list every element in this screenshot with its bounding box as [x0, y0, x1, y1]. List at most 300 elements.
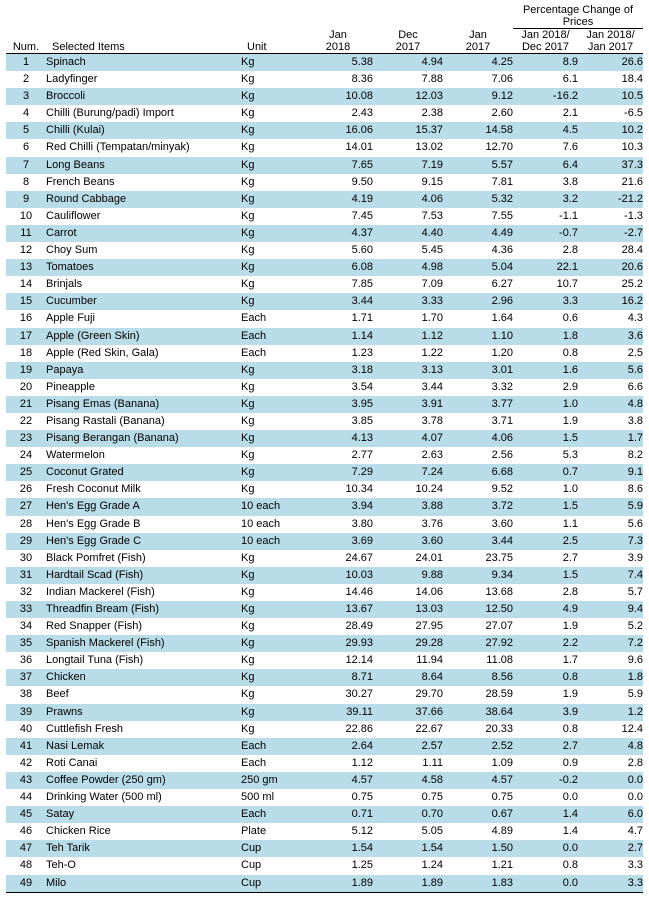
cell-price-jan-2018: 7.85	[351, 278, 373, 291]
cell-price-jan-2018: 8.36	[351, 73, 373, 86]
cell-price-jan-2018: 2.64	[303, 738, 373, 755]
cell-unit: 250 gm	[241, 772, 303, 789]
cell-unit: Kg	[241, 449, 255, 462]
cell-item: Tomatoes	[46, 259, 241, 276]
cell-change-jan18-dec17: -0.7	[513, 225, 578, 242]
cell-price-dec-2017: 2.57	[373, 738, 443, 755]
cell-change-jan18-jan17: 4.7	[627, 825, 644, 838]
table-row	[6, 567, 643, 584]
table-row	[6, 481, 643, 498]
cell-num: 27	[6, 498, 46, 515]
cell-price-jan-2018: 24.67	[345, 551, 373, 564]
cell-price-dec-2017: 4.98	[373, 259, 443, 276]
cell-unit: Each	[241, 346, 267, 359]
cell-change-jan18-dec17: 3.8	[562, 175, 578, 188]
cell-price-dec-2017: 3.91	[373, 396, 443, 413]
table-row	[6, 259, 643, 276]
cell-change-jan18-dec17: 3.3	[513, 293, 578, 310]
cell-price-dec-2017: 3.44	[421, 380, 443, 393]
cell-price-dec-2017: 1.11	[422, 756, 443, 769]
cell-price-jan-2017: 1.20	[491, 346, 513, 359]
cell-num: 18	[19, 346, 33, 359]
spacer-p3	[443, 4, 513, 29]
cell-price-jan-2017: 3.71	[491, 414, 513, 427]
table-row	[6, 396, 643, 413]
header-price-jan-2018-line1: Jan	[329, 29, 347, 41]
cell-change-jan18-jan17: -2.7	[578, 225, 643, 242]
cell-price-jan-2018: 39.11	[303, 704, 373, 721]
cell-change-jan18-dec17: 2.7	[562, 551, 578, 564]
cell-num: 2	[22, 73, 30, 86]
cell-price-dec-2017: 7.19	[373, 157, 443, 174]
cell-unit: Each	[241, 806, 303, 823]
spacer-unit	[241, 4, 303, 29]
cell-change-jan18-jan17: 5.9	[578, 498, 643, 515]
header-change-jan18-jan17-line2: Jan 2017	[587, 41, 634, 53]
cell-item: Hen's Egg Grade A	[46, 498, 241, 515]
cell-unit: Kg	[241, 688, 255, 701]
cell-num: 7	[6, 157, 46, 174]
cell-change-jan18-jan17: 6.0	[578, 806, 643, 823]
table-row	[6, 823, 643, 840]
header-unit: Unit	[241, 29, 303, 54]
cell-price-jan-2017: 3.77	[443, 396, 513, 413]
cell-unit: Kg	[241, 191, 303, 208]
cell-item: Papaya	[46, 362, 241, 379]
cell-price-jan-2017: 3.44	[443, 533, 513, 550]
cell-change-jan18-jan17: 3.8	[627, 414, 644, 427]
cell-unit: Kg	[241, 551, 255, 564]
cell-num: 41	[6, 738, 46, 755]
cell-change-jan18-jan17: 9.1	[578, 464, 643, 481]
cell-item: Red Snapper (Fish)	[46, 620, 142, 633]
cell-item: Cuttlefish Fresh	[46, 722, 124, 735]
header-selected-items: Selected Items	[46, 29, 241, 54]
table-row	[6, 362, 643, 379]
header-price-jan-2017-line2: 2017	[465, 41, 491, 53]
cell-change-jan18-dec17: 4.9	[513, 601, 578, 618]
cell-price-jan-2018: 6.08	[303, 259, 373, 276]
cell-price-dec-2017: 3.88	[373, 498, 443, 515]
header-change-jan18-dec17-line2: Dec 2017	[521, 41, 570, 53]
cell-price-jan-2018: 1.54	[303, 840, 373, 857]
cell-num: 31	[6, 567, 46, 584]
cell-num: 36	[19, 654, 33, 667]
cell-unit: Each	[241, 312, 267, 325]
cell-price-jan-2017: 1.21	[491, 859, 513, 872]
cell-num: 21	[6, 396, 46, 413]
cell-unit: Each	[241, 328, 303, 345]
header-price-jan-2018	[303, 29, 373, 54]
table-row	[6, 755, 643, 772]
cell-change-jan18-dec17: 3.2	[513, 191, 578, 208]
cell-change-jan18-dec17: 6.1	[562, 73, 578, 86]
cell-change-jan18-jan17: 5.6	[578, 362, 643, 379]
cell-change-jan18-jan17: 1.8	[578, 669, 643, 686]
table-row	[6, 88, 643, 105]
cell-change-jan18-jan17: 2.5	[627, 346, 644, 359]
cell-price-jan-2017: 2.60	[491, 107, 513, 120]
cell-price-dec-2017: 3.13	[373, 362, 443, 379]
cell-price-jan-2018: 12.14	[345, 654, 373, 667]
table-row	[6, 550, 643, 567]
cell-num: 12	[19, 244, 33, 257]
cell-change-jan18-jan17: 8.6	[627, 483, 644, 496]
cell-price-jan-2018: 10.34	[345, 483, 373, 496]
cell-change-jan18-dec17: 4.5	[513, 122, 578, 139]
cell-change-jan18-jan17: 3.3	[578, 875, 643, 893]
cell-unit: Kg	[241, 483, 255, 496]
cell-unit: 10 each	[241, 533, 303, 550]
cell-num: 22	[19, 414, 33, 427]
cell-price-jan-2018: 10.03	[303, 567, 373, 584]
cell-change-jan18-jan17: 20.6	[578, 259, 643, 276]
cell-price-jan-2017: 1.64	[491, 312, 513, 325]
cell-num: 47	[6, 840, 46, 857]
cell-num: 32	[19, 585, 33, 598]
cell-change-jan18-dec17: -16.2	[513, 88, 578, 105]
cell-price-jan-2018: 3.95	[303, 396, 373, 413]
cell-price-dec-2017: 1.70	[421, 312, 443, 325]
cell-change-jan18-dec17: 1.0	[513, 396, 578, 413]
cell-price-jan-2018: 1.25	[351, 859, 373, 872]
cell-unit: Kg	[241, 430, 303, 447]
cell-change-jan18-jan17: 10.5	[578, 88, 643, 105]
cell-price-dec-2017: 4.94	[373, 54, 443, 72]
cell-item: Apple (Green Skin)	[46, 328, 241, 345]
cell-change-jan18-jan17: 26.6	[578, 54, 643, 72]
cell-change-jan18-jan17: 5.9	[627, 688, 644, 701]
cell-price-dec-2017: 7.88	[421, 73, 443, 86]
cell-price-jan-2018: 1.14	[303, 328, 373, 345]
cell-change-jan18-jan17: 16.2	[578, 293, 643, 310]
cell-change-jan18-dec17: 0.8	[562, 722, 578, 735]
cell-price-dec-2017: 29.28	[373, 635, 443, 652]
cell-num: 20	[19, 380, 33, 393]
table-row	[6, 139, 643, 156]
cell-price-dec-2017: 4.07	[373, 430, 443, 447]
cell-price-jan-2017: 9.12	[443, 88, 513, 105]
table-row	[6, 686, 643, 703]
cell-num: 13	[6, 259, 46, 276]
table-row	[6, 345, 643, 362]
cell-price-jan-2017: 27.07	[485, 620, 513, 633]
cell-unit: Kg	[241, 396, 303, 413]
cell-price-jan-2017: 5.32	[443, 191, 513, 208]
cell-price-jan-2017: 1.09	[491, 756, 513, 769]
cell-change-jan18-jan17: 5.2	[627, 620, 644, 633]
cell-price-jan-2018: 3.44	[303, 293, 373, 310]
cell-price-dec-2017: 0.70	[373, 806, 443, 823]
cell-change-jan18-dec17: 2.1	[562, 107, 578, 120]
cell-change-jan18-jan17: 18.4	[621, 73, 644, 86]
cell-item: Chicken Rice	[46, 825, 111, 838]
cell-unit: Cup	[241, 875, 303, 893]
cell-price-dec-2017: 9.15	[421, 175, 443, 188]
cell-change-jan18-dec17: 22.1	[513, 259, 578, 276]
cell-item: Nasi Lemak	[46, 738, 241, 755]
cell-change-jan18-dec17: 1.5	[513, 498, 578, 515]
cell-price-jan-2017: 1.83	[443, 875, 513, 893]
cell-price-dec-2017: 8.64	[373, 669, 443, 686]
cell-price-dec-2017: 3.60	[373, 533, 443, 550]
cell-item: Indian Mackerel (Fish)	[46, 585, 155, 598]
cell-change-jan18-jan17: 9.6	[627, 654, 644, 667]
table-row	[6, 652, 643, 669]
cell-num: 14	[19, 278, 33, 291]
cell-price-jan-2017: 3.32	[491, 380, 513, 393]
cell-price-jan-2017: 1.50	[443, 840, 513, 857]
cell-item: Chilli (Burung/padi) Import	[46, 107, 174, 120]
cell-change-jan18-jan17: 4.8	[578, 396, 643, 413]
cell-item: Fresh Coconut Milk	[46, 483, 141, 496]
cell-change-jan18-jan17: 7.2	[578, 635, 643, 652]
cell-price-dec-2017: 13.03	[373, 601, 443, 618]
cell-unit: Kg	[241, 175, 255, 188]
cell-price-jan-2018: 1.89	[303, 875, 373, 893]
cell-price-dec-2017: 3.33	[373, 293, 443, 310]
table-row	[6, 584, 643, 601]
cell-price-dec-2017: 27.95	[415, 620, 443, 633]
table-row	[6, 533, 643, 550]
cell-unit: Cup	[241, 859, 262, 872]
cell-unit: 10 each	[241, 517, 281, 530]
header-price-jan-2018-line2: 2018	[325, 41, 351, 53]
cell-price-jan-2018: 1.23	[351, 346, 373, 359]
cell-price-dec-2017: 4.58	[373, 772, 443, 789]
cell-price-jan-2018: 10.08	[303, 88, 373, 105]
cell-price-dec-2017: 7.09	[421, 278, 443, 291]
cell-price-jan-2018: 22.86	[345, 722, 373, 735]
cell-price-jan-2017: 4.25	[443, 54, 513, 72]
cell-price-dec-2017: 29.70	[415, 688, 443, 701]
cell-price-jan-2018: 3.80	[351, 517, 373, 530]
cell-price-jan-2017: 13.68	[485, 585, 513, 598]
cell-price-jan-2017: 38.64	[443, 704, 513, 721]
cell-change-jan18-jan17: 4.3	[627, 312, 644, 325]
table-row	[6, 772, 643, 789]
table-row	[6, 310, 643, 327]
cell-change-jan18-dec17: 3.9	[513, 704, 578, 721]
header-group-row	[6, 4, 643, 29]
cell-item: Teh-O	[46, 859, 76, 872]
cell-price-jan-2017: 6.68	[443, 464, 513, 481]
table-row	[6, 379, 643, 396]
cell-change-jan18-dec17: 10.7	[556, 278, 578, 291]
table-row	[6, 122, 643, 139]
cell-price-jan-2017: 5.04	[443, 259, 513, 276]
table-row	[6, 498, 643, 515]
cell-item: Beef	[46, 688, 69, 701]
cell-price-jan-2018: 16.06	[303, 122, 373, 139]
cell-num: 26	[19, 483, 33, 496]
table-row	[6, 208, 643, 225]
cell-unit: Kg	[241, 635, 303, 652]
cell-price-jan-2018: 4.37	[303, 225, 373, 242]
cell-item: Spanish Mackerel (Fish)	[46, 635, 241, 652]
cell-change-jan18-jan17: 8.2	[627, 449, 644, 462]
cell-price-jan-2018: 1.71	[351, 312, 373, 325]
cell-price-dec-2017: 4.40	[373, 225, 443, 242]
cell-num: 39	[6, 704, 46, 721]
cell-num: 6	[22, 141, 30, 154]
cell-change-jan18-jan17: 7.4	[578, 567, 643, 584]
cell-price-jan-2018: 14.01	[345, 141, 373, 154]
cell-price-jan-2017: 3.01	[443, 362, 513, 379]
cell-unit: Kg	[241, 209, 255, 222]
cell-item: Broccoli	[46, 88, 241, 105]
cell-unit: Each	[241, 738, 303, 755]
table-row	[6, 635, 643, 652]
header-price-jan-2017	[443, 29, 513, 54]
spacer-p1	[303, 4, 373, 29]
cell-change-jan18-dec17: 0.6	[562, 312, 578, 325]
cell-unit: Kg	[241, 567, 303, 584]
cell-change-jan18-dec17: 2.2	[513, 635, 578, 652]
cell-price-jan-2017: 7.81	[491, 175, 513, 188]
cell-change-jan18-jan17: 12.4	[621, 722, 644, 735]
table-row	[6, 225, 643, 242]
table-row	[6, 276, 643, 293]
cell-price-dec-2017: 9.88	[373, 567, 443, 584]
cell-price-dec-2017: 1.22	[421, 346, 443, 359]
cell-item: Red Chilli (Tempatan/minyak)	[46, 141, 190, 154]
cell-change-jan18-dec17: -0.2	[513, 772, 578, 789]
cell-price-jan-2018: 7.65	[303, 157, 373, 174]
cell-num: 45	[6, 806, 46, 823]
cell-num: 46	[19, 825, 33, 838]
table-row	[6, 738, 643, 755]
cell-change-jan18-dec17: 5.3	[562, 449, 578, 462]
cell-change-jan18-jan17: 4.8	[578, 738, 643, 755]
cell-price-dec-2017: 37.66	[373, 704, 443, 721]
cell-price-jan-2018: 29.93	[303, 635, 373, 652]
cell-change-jan18-dec17: 2.8	[562, 244, 578, 257]
cell-price-jan-2018: 4.13	[303, 430, 373, 447]
cell-change-jan18-jan17: 3.3	[627, 859, 644, 872]
cell-price-jan-2017: 12.50	[443, 601, 513, 618]
cell-item: Pisang Rastali (Banana)	[46, 414, 165, 427]
cell-item: Hen's Egg Grade B	[46, 517, 141, 530]
cell-price-dec-2017: 1.12	[373, 328, 443, 345]
cell-change-jan18-dec17: 1.5	[513, 567, 578, 584]
cell-num: 44	[19, 791, 33, 804]
cell-unit: Kg	[241, 107, 255, 120]
cell-price-jan-2018: 4.57	[303, 772, 373, 789]
cell-unit: Kg	[241, 244, 255, 257]
cell-price-dec-2017: 1.24	[421, 859, 443, 872]
cell-num: 30	[19, 551, 33, 564]
cell-item: Coffee Powder (250 gm)	[46, 772, 241, 789]
cell-unit: Kg	[241, 122, 303, 139]
cell-unit: Kg	[241, 601, 303, 618]
cell-unit: Kg	[241, 722, 255, 735]
cell-num: 17	[6, 328, 46, 345]
header-change-jan18-jan17	[578, 29, 643, 54]
cell-item: Pisang Berangan (Banana)	[46, 430, 241, 447]
cell-unit: Kg	[241, 380, 255, 393]
table-row	[6, 721, 643, 738]
cell-price-jan-2018: 9.50	[351, 175, 373, 188]
cell-unit: Kg	[241, 669, 303, 686]
table-row	[6, 516, 643, 533]
cell-price-jan-2017: 3.60	[491, 517, 513, 530]
cell-unit: Kg	[241, 293, 303, 310]
cell-price-jan-2018: 30.27	[345, 688, 373, 701]
cell-num: 38	[19, 688, 33, 701]
cell-change-jan18-dec17: 0.0	[513, 875, 578, 893]
cell-change-jan18-jan17: 21.6	[621, 175, 644, 188]
cell-price-dec-2017: 15.37	[373, 122, 443, 139]
cell-price-jan-2018: 5.60	[351, 244, 373, 257]
cell-unit: 10 each	[241, 498, 303, 515]
cell-price-jan-2018: 1.12	[351, 756, 373, 769]
header-price-dec-2017-line2: 2017	[395, 41, 421, 53]
cell-item: Apple (Red Skin, Gala)	[46, 346, 159, 359]
cell-num: 1	[6, 54, 46, 72]
cell-unit: Kg	[241, 225, 303, 242]
table-row	[6, 174, 643, 191]
cell-price-jan-2017: 23.75	[485, 551, 513, 564]
cell-change-jan18-dec17: 0.8	[562, 859, 578, 872]
cell-item: Drinking Water (500 ml)	[46, 791, 162, 804]
cell-price-jan-2017: 4.36	[491, 244, 513, 257]
table-row	[6, 328, 643, 345]
cell-item: Spinach	[46, 54, 241, 72]
cell-item: Teh Tarik	[46, 840, 241, 857]
cell-unit: Kg	[241, 73, 255, 86]
cell-item: Choy Sum	[46, 244, 98, 257]
cell-change-jan18-jan17: -6.5	[624, 107, 644, 120]
header-num: Num.	[6, 29, 46, 54]
cell-price-jan-2018: 3.85	[351, 414, 373, 427]
cell-item: Milo	[46, 875, 241, 893]
cell-num: 48	[19, 859, 33, 872]
cell-price-dec-2017: 11.94	[416, 654, 443, 667]
cell-num: 43	[6, 772, 46, 789]
cell-price-jan-2017: 27.92	[443, 635, 513, 652]
cell-item: Satay	[46, 806, 241, 823]
cell-num: 5	[6, 122, 46, 139]
cell-num: 3	[6, 88, 46, 105]
cell-price-jan-2017: 28.59	[485, 688, 513, 701]
cell-change-jan18-jan17: 3.6	[578, 328, 643, 345]
cell-price-jan-2017: 3.72	[443, 498, 513, 515]
cell-change-jan18-dec17: 0.0	[562, 791, 578, 804]
cell-item: Hen's Egg Grade C	[46, 533, 241, 550]
cell-price-jan-2017: 9.52	[491, 483, 513, 496]
cell-change-jan18-dec17: 1.9	[562, 620, 578, 633]
cell-price-dec-2017: 5.45	[421, 244, 443, 257]
cell-price-dec-2017: 5.05	[421, 825, 443, 838]
cell-change-jan18-dec17: 1.4	[513, 806, 578, 823]
cell-change-jan18-dec17: 2.8	[562, 585, 578, 598]
cell-price-dec-2017: 1.89	[373, 875, 443, 893]
cell-change-jan18-dec17: 1.9	[562, 414, 578, 427]
cell-price-jan-2018: 14.46	[345, 585, 373, 598]
table-row	[6, 464, 643, 481]
cell-num: 25	[6, 464, 46, 481]
cell-item: Long Beans	[46, 157, 241, 174]
cell-item: Apple Fuji	[46, 312, 95, 325]
table-row	[6, 669, 643, 686]
cell-unit: Cup	[241, 840, 303, 857]
cell-num: 24	[19, 449, 33, 462]
cell-change-jan18-dec17: 0.8	[513, 669, 578, 686]
cell-unit: 500 ml	[241, 791, 275, 804]
cell-price-jan-2017: 5.57	[443, 157, 513, 174]
cell-price-jan-2017: 6.27	[491, 278, 513, 291]
